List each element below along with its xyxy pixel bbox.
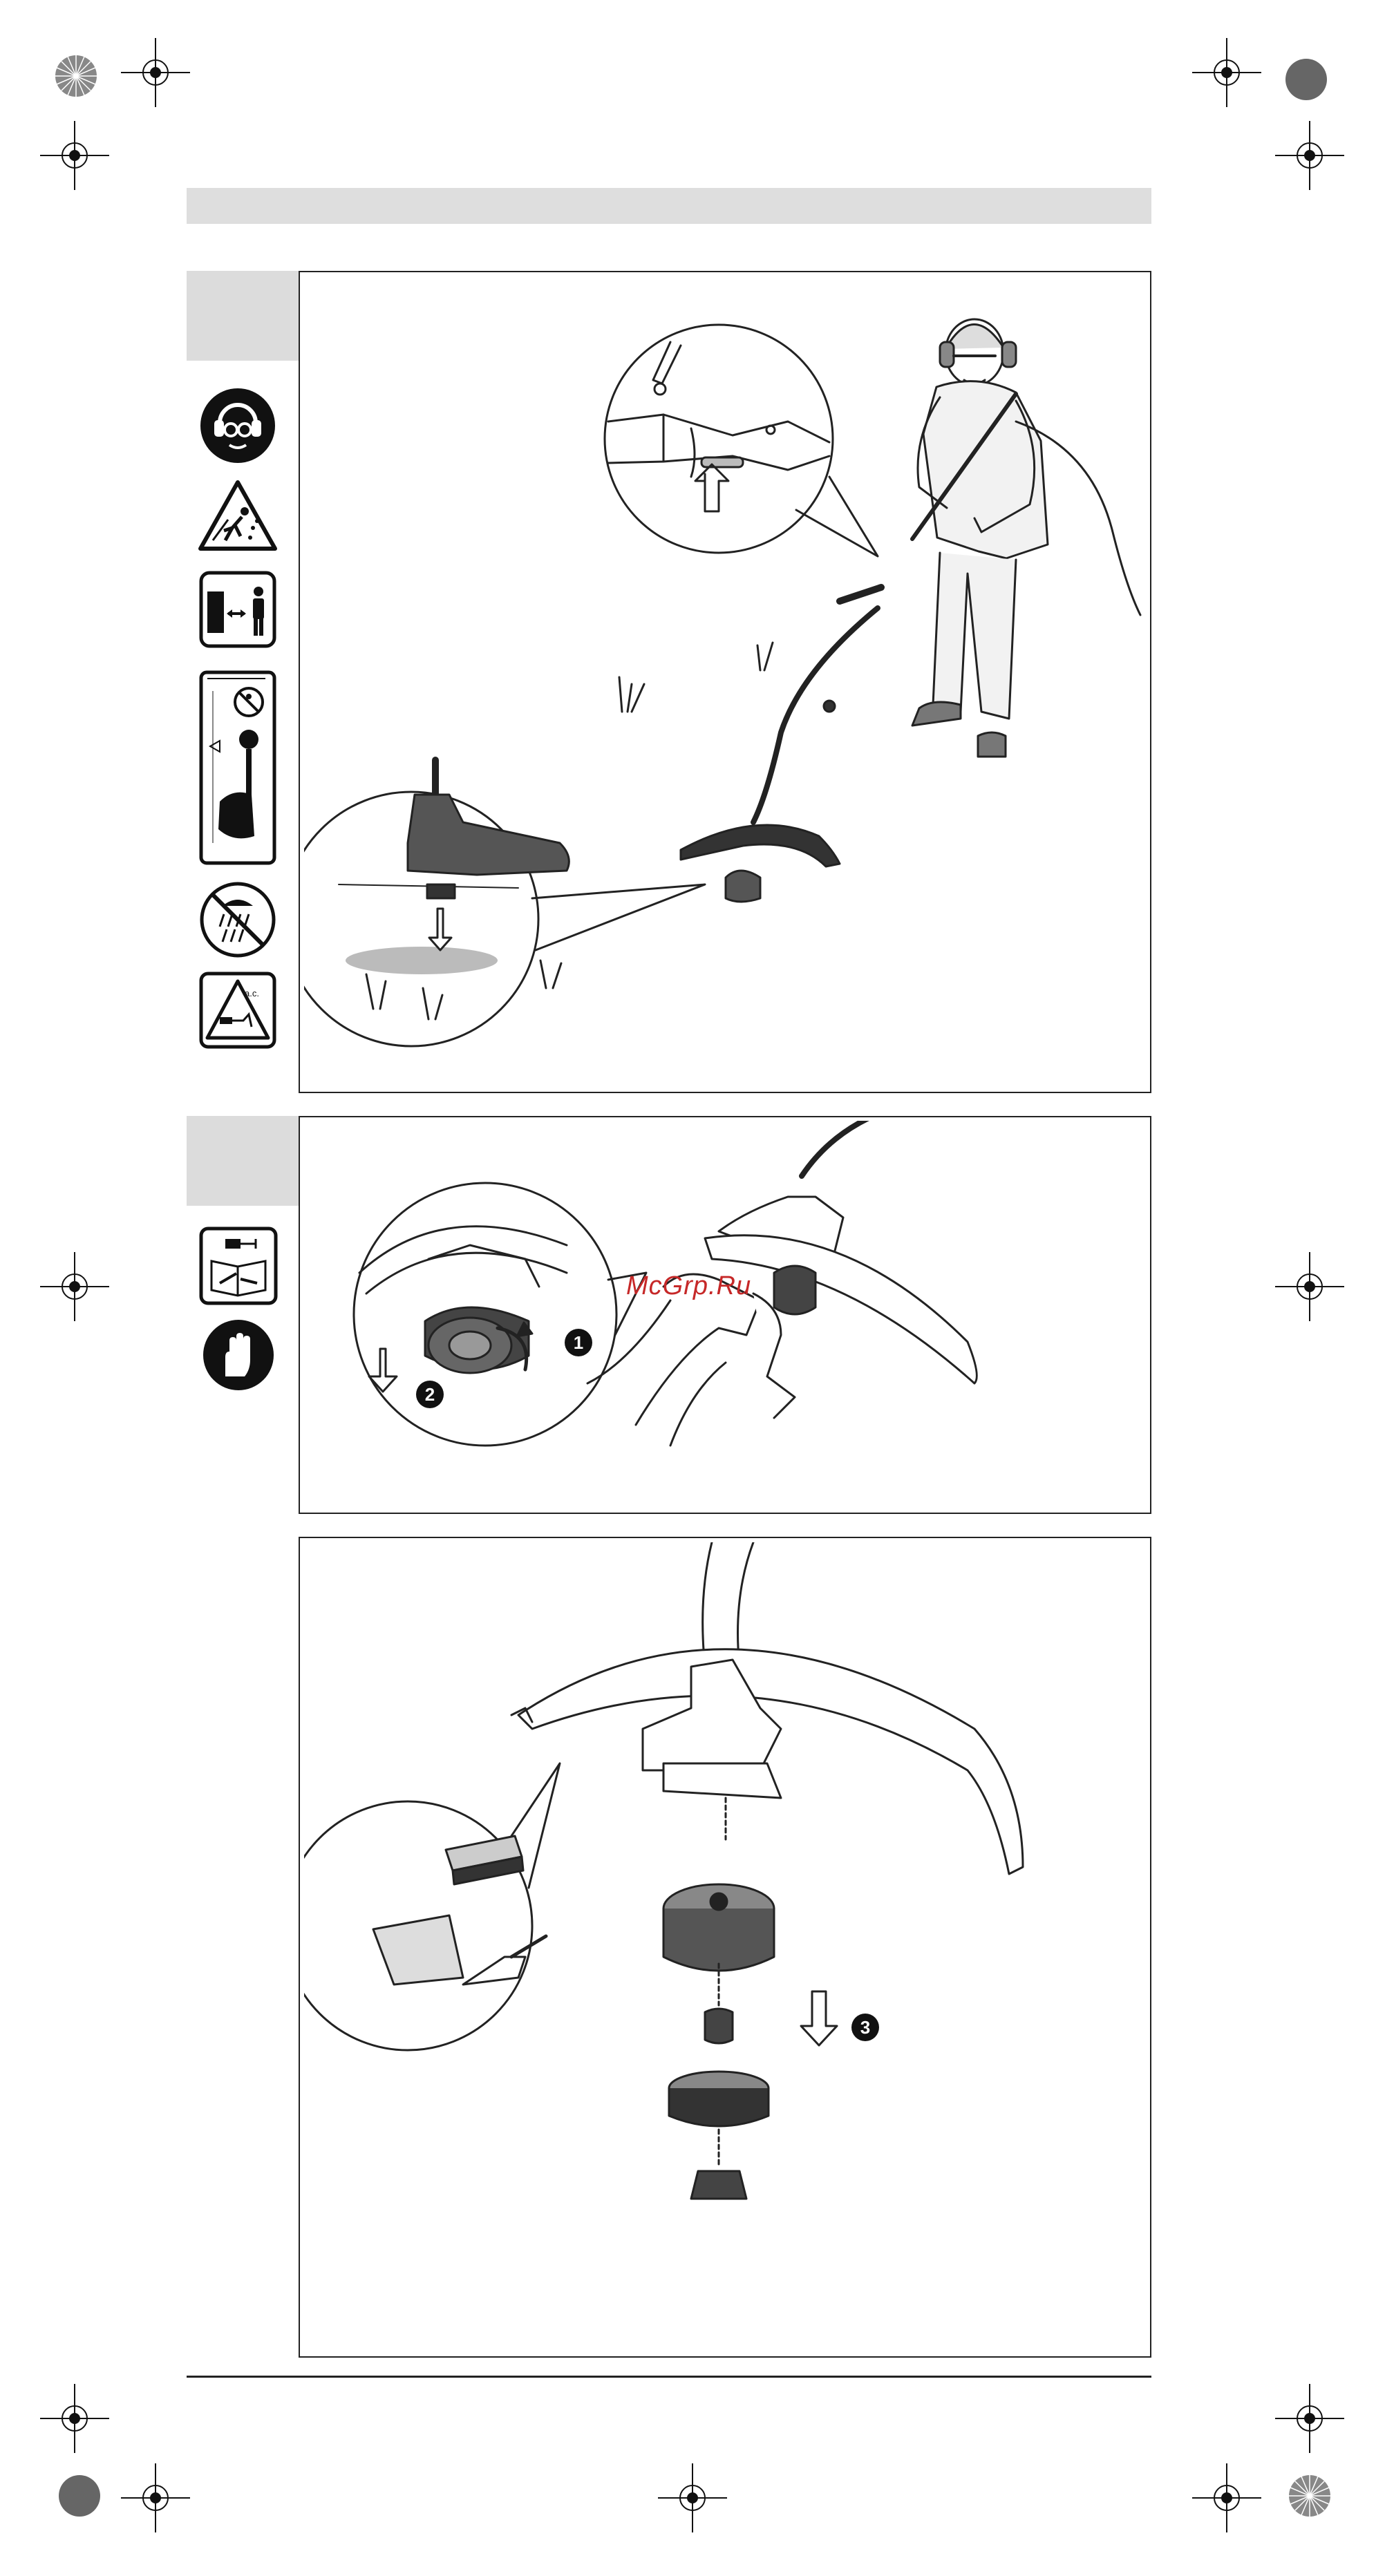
ear-and-eye-protection-icon [199, 387, 276, 464]
registration-mark-top-right [1279, 52, 1334, 107]
svg-text:a.c.: a.c. [245, 988, 259, 998]
header-band [187, 188, 1151, 224]
crosshair-mark [40, 121, 109, 190]
crosshair-mark [40, 2384, 109, 2453]
bystander-distance-icon [199, 571, 276, 648]
spool-removal-illustration [304, 1121, 1147, 1509]
crosshair-mark [1192, 2463, 1261, 2532]
footer-rule [187, 2376, 1151, 2378]
wear-gloves-icon [202, 1318, 275, 1392]
figure-1-tab [187, 271, 299, 361]
unplug-before-maintenance-icon [199, 1227, 278, 1305]
step-2-badge: 2 [416, 1381, 444, 1408]
crosshair-mark [121, 2463, 190, 2532]
crosshair-mark [658, 2463, 727, 2532]
registration-mark-bottom-left [52, 2468, 107, 2523]
registration-mark-top-left [48, 48, 104, 104]
flying-debris-warning-icon [196, 478, 279, 554]
crosshair-mark [1275, 2384, 1344, 2453]
trimmer-operator-illustration [304, 276, 1147, 1089]
crosshair-mark [1275, 1252, 1344, 1321]
spool-exploded-view-illustration [304, 1542, 1147, 2352]
registration-mark-bottom-right [1282, 2468, 1337, 2523]
figure-2-tab [187, 1116, 299, 1206]
step-3-badge: 3 [851, 2014, 879, 2041]
no-rain-icon [199, 881, 276, 958]
crosshair-mark [1192, 38, 1261, 107]
ac-power-cable-warning-icon [199, 972, 276, 1049]
crosshair-mark [40, 1252, 109, 1321]
watermark-text: McGrp.Ru [626, 1271, 752, 1300]
crosshair-mark [1275, 121, 1344, 190]
crosshair-mark [121, 38, 190, 107]
safety-instructions-panel-icon [199, 670, 276, 865]
step-1-badge: 1 [565, 1329, 592, 1356]
